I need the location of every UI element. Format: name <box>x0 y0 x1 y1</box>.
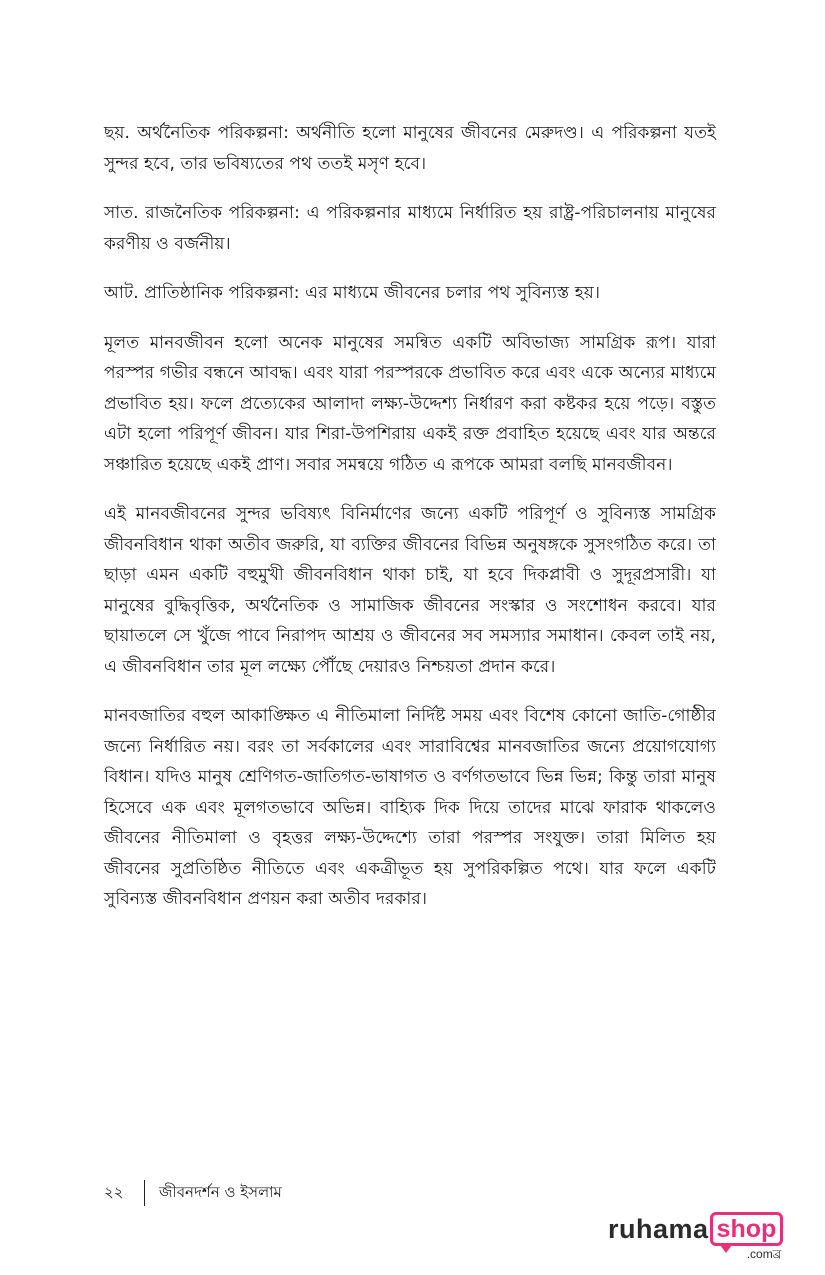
watermark-text-domain: .comব্র <box>746 1247 782 1261</box>
watermark-text-shop: shop <box>710 1212 784 1246</box>
paragraph-political-planning: সাত. রাজনৈতিক পরিকল্পনা: এ পরিকল্পনার মাধ্যমে নির্ধারিত হয় রাষ্ট্র-পরিচালনায় মানুষের করণীয় ও বর্জনীয়। <box>104 203 716 254</box>
speech-bubble-tail-icon <box>720 1245 732 1253</box>
page-footer <box>104 1178 282 1208</box>
page-body <box>104 118 716 934</box>
paragraph-life-system: এই মানবজীবনের সুন্দর ভবিষ্যৎ বিনির্মাণের জন্যে একটি পরিপূর্ণ ও সুবিন্যস্ত সামগ্রিক জীবনবিধান থাকা অতীব জরুরি, যা ব্যক্তির জীবনের বিভিন্ন অনুষঙ্গকে সুসংগঠিত করে। তা ছাড়া এমন একটি বহুমুখী জীবনবিধান থাকা চাই, যা হবে দিকপ্লাবী ও সুদূরপ্রসারী। যা মানুষের বুদ্ধিবৃত্তিক, অর্থনৈতিক ও সামাজিক জীবনের সংস্কার ও সংশোধন করবে। যার ছায়াতলে সে খুঁজে পাবে নিরাপদ আশ্রয় ও জীবনের সব সমস্যার সমাধান। কেবল তাই নয়, এ জীবনবিধান তার মূল লক্ষ্যে পৌঁছে দেয়ারও নিশ্চয়তা প্রদান করে। <box>104 504 716 677</box>
footer-divider <box>144 1180 145 1206</box>
paragraph-human-life: মূলত মানবজীবন হলো অনেক মানুষের সমন্বিত একটি অবিভাজ্য সামগ্রিক রূপ। যারা পরস্পর গভীর বন্ধনে আবদ্ধ। এবং যারা পরস্পরকে প্রভাবিত করে এবং একে অন্যের মাধ্যমে প্রভাবিত হয়। ফলে প্রত্যেকের আলাদা লক্ষ্য-উদ্দেশ্য নির্ধারণ করা কষ্টকর হয়ে পড়ে। বস্তুত এটা হলো পরিপূর্ণ জীবন। যার শিরা-উপশিরায় একই রক্ত প্রবাহিত হয়েছে এবং যার অন্তরে সঞ্চারিত হয়েছে একই প্রাণ। সবার সমন্বয়ে গঠিত এ রূপকে আমরা বলছি মানবজীবন। <box>104 332 716 475</box>
watermark-shop-bubble <box>710 1212 784 1261</box>
paragraph-humanity-principles: মানবজাতির বহুল আকাঙ্ক্ষিত এ নীতিমালা নির্দিষ্ট সময় এবং বিশেষ কোনো জাতি-গোষ্ঠীর জন্যে নির্ধারিত নয়। বরং তা সর্বকালের এবং সারাবিশ্বের মানবজাতির জন্যে প্রয়োগযোগ্য বিধান। যদিও মানুষ শ্রেণিগত-জাতিগত-ভাষাগত ও বর্ণগতভাবে ভিন্ন ভিন্ন; কিন্তু তারা মানুষ হিসেবে এক এবং মূলগতভাবে অভিন্ন। বাহ্যিক দিক দিয়ে তাদের মাঝে ফারাক থাকলেও জীবনের নীতিমালা ও বৃহত্তর লক্ষ্য-উদ্দেশ্যে তারা পরস্পর সংযুক্ত। তারা মিলিত হয় জীবনের সুপ্রতিষ্ঠিত নীতিতে এবং একত্রীভূত হয় সুপরিকল্পিত পথে। যার ফলে একটি সুবিন্যস্ত জীবনবিধান প্রণয়ন করা অতীব দরকার। <box>104 706 716 909</box>
paragraph-institutional-planning: আট. প্রাতিষ্ঠানিক পরিকল্পনা: এর মাধ্যমে জীবনের চলার পথ সুবিন্যস্ত হয়। <box>104 283 601 303</box>
watermark-text-ruhama: ruhama <box>608 1214 709 1244</box>
page-number: ২২ <box>104 1182 124 1201</box>
paragraph-economic-planning: ছয়. অর্থনৈতিক পরিকল্পনা: অর্থনীতি হলো মানুষের জীবনের মেরুদণ্ড। এ পরিকল্পনা যতই সুন্দর হবে, তার ভবিষ্যতের পথ ততই মসৃণ হবে। <box>104 123 716 174</box>
watermark-logo <box>608 1212 783 1261</box>
book-title: জীবনদর্শন ও ইসলাম <box>159 1182 282 1201</box>
